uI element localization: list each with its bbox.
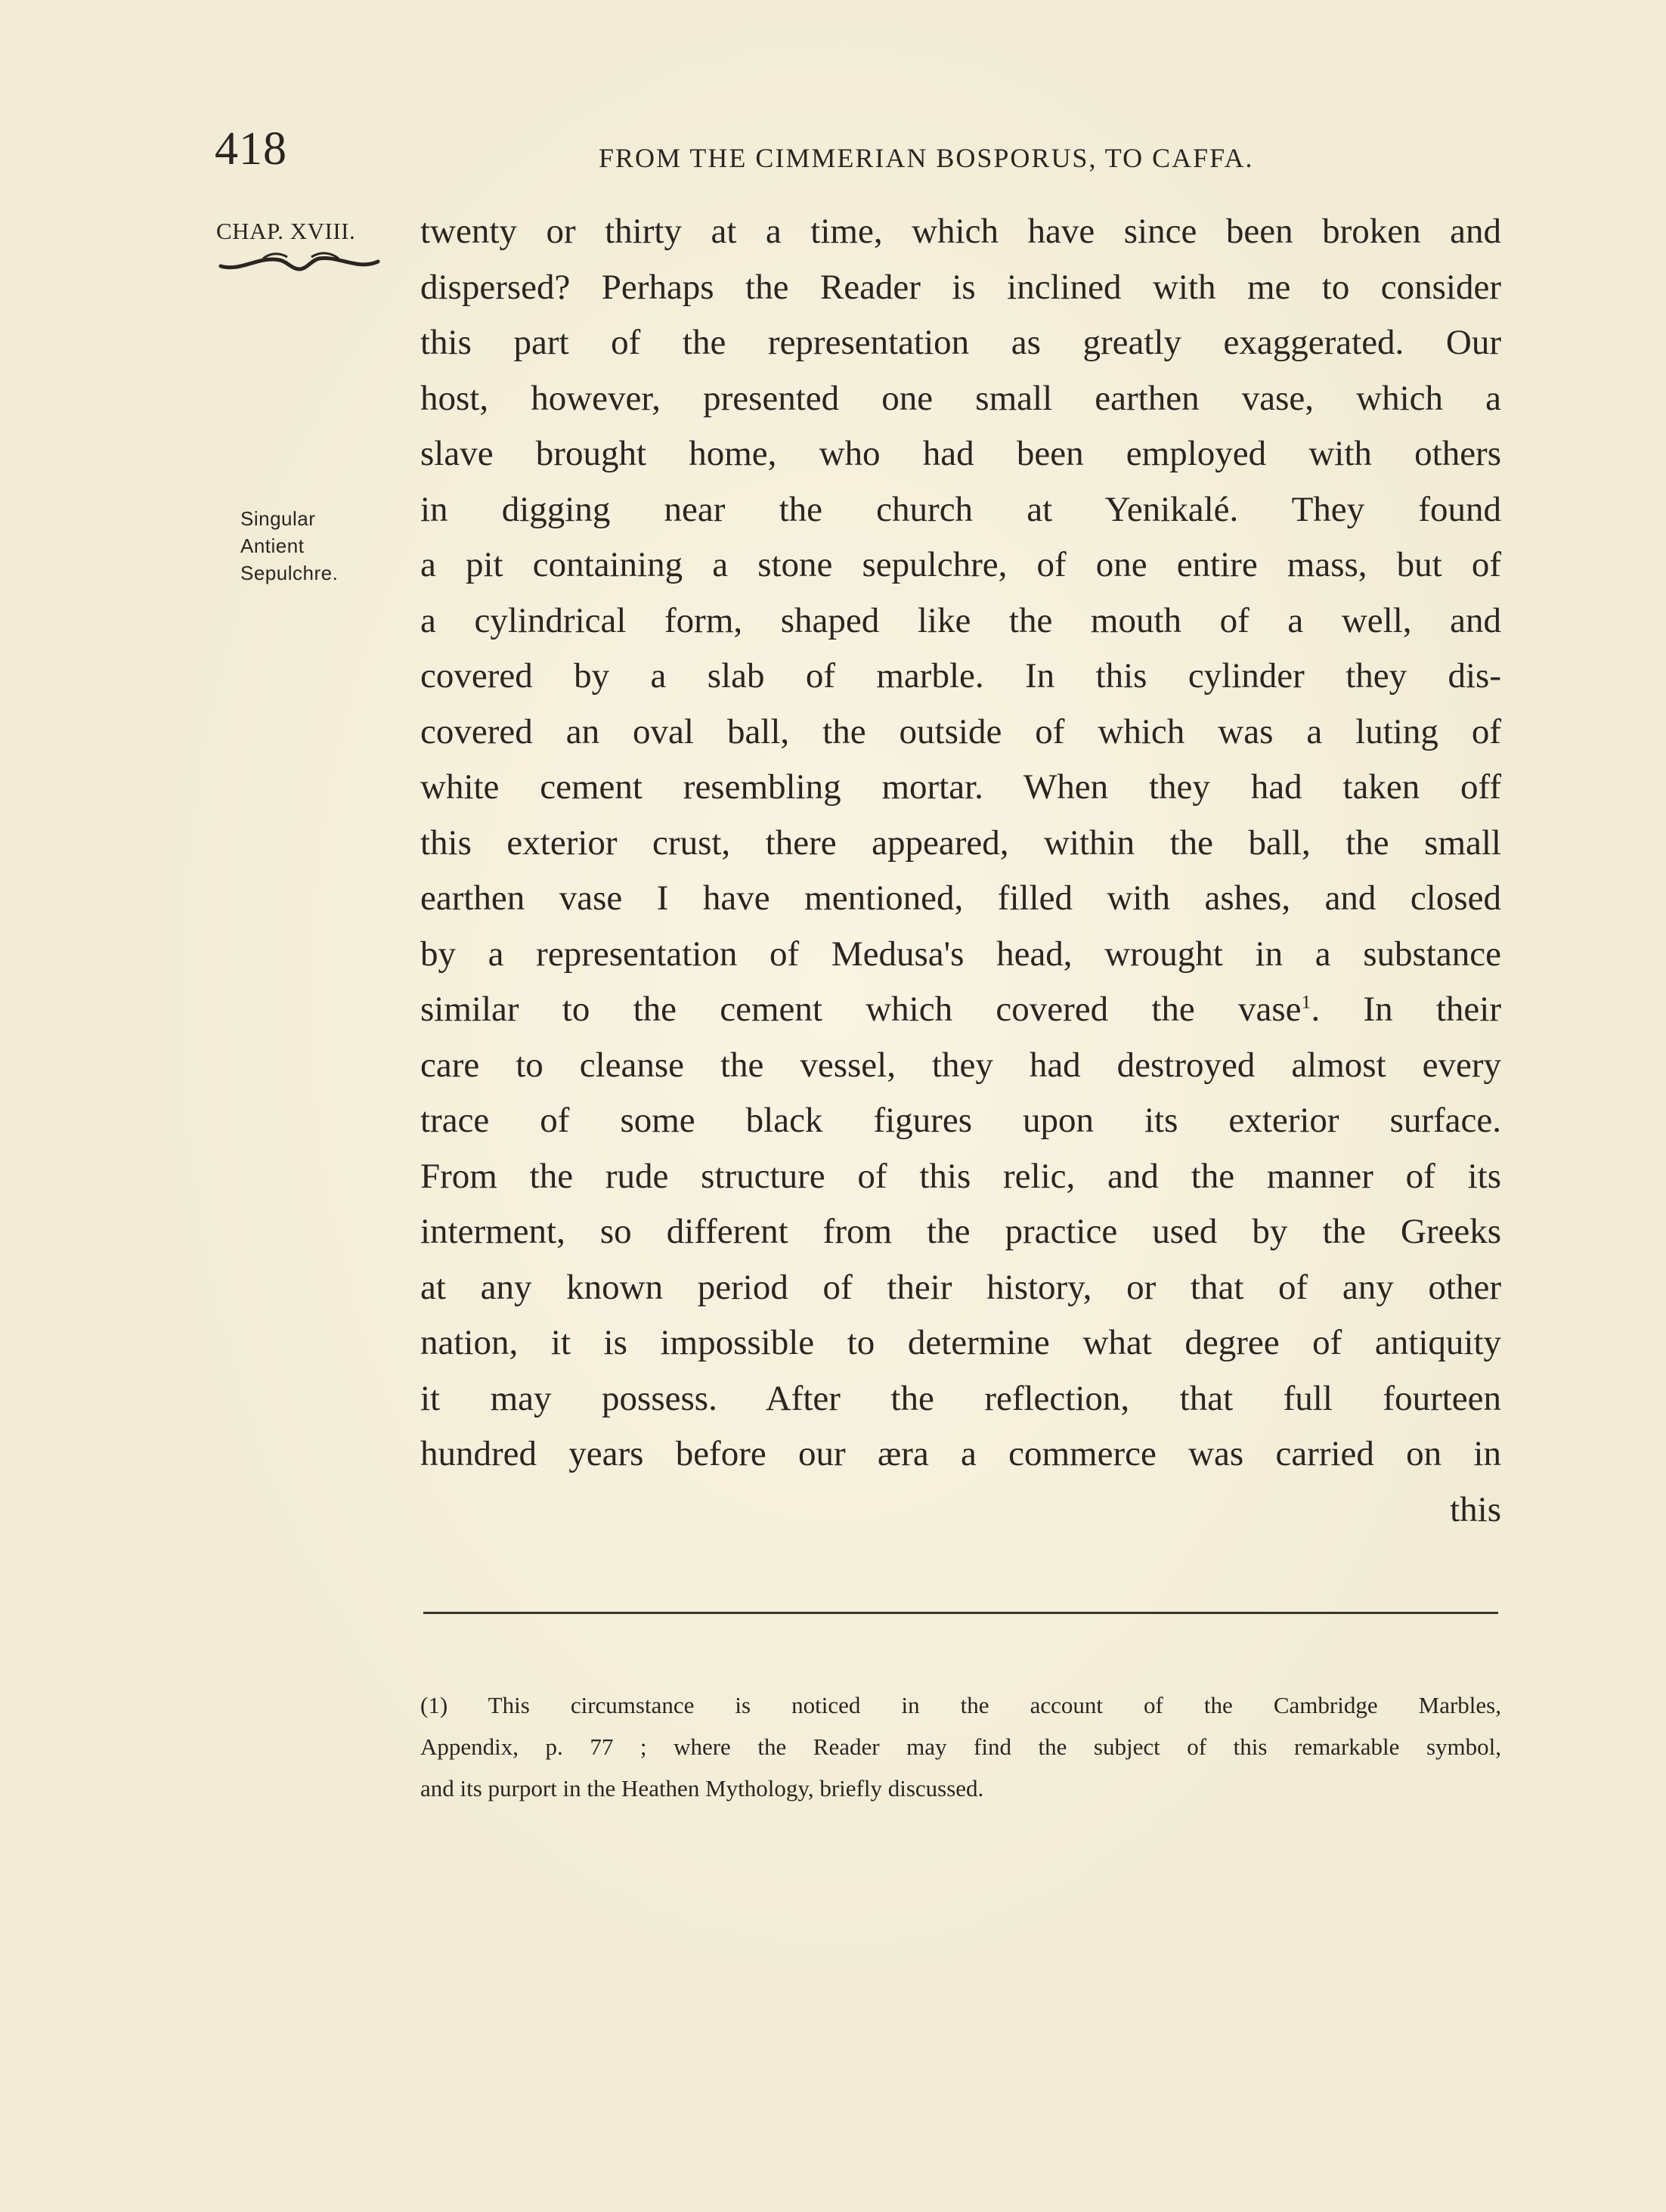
body-line: nation, it is impossible to determine what degree of antiquity — [420, 1323, 1501, 1362]
marginal-note-line: Singular — [240, 507, 316, 530]
footnote-reference[interactable]: 1 — [1301, 990, 1311, 1013]
body-line: interment, so different from the practice used by the Greeks — [420, 1212, 1501, 1251]
body-line: a pit containing a stone sepulchre, of one entire mass, but of — [420, 545, 1501, 584]
body-line: slave brought home, who had been employed with others — [420, 434, 1501, 473]
footnote-rule — [423, 1612, 1498, 1614]
body-line: a cylindrical form, shaped like the mouth of a well, and — [420, 600, 1501, 640]
body-line: covered an oval ball, the outside of which was a luting of — [420, 711, 1501, 751]
body-line: care to cleanse the vessel, they had destroyed almost every — [420, 1045, 1501, 1085]
body-line: this exterior crust, there appeared, within the ball, the small — [420, 823, 1501, 863]
body-line: white cement resembling mortar. When they had taken off — [420, 767, 1501, 807]
body-line: dispersed? Perhaps the Reader is inclined with me to consider — [420, 267, 1501, 307]
body-line: covered by a slab of marble. In this cylinder they dis- — [420, 656, 1501, 696]
body-line: host, however, presented one small earthen vase, which a — [420, 378, 1501, 418]
body-line: by a representation of Medusa's head, wrought in a substance — [420, 934, 1501, 974]
footnote — [420, 1684, 1501, 1809]
body-line: this part of the representation as greatly exaggerated. Our — [420, 323, 1501, 362]
ornament-flourish-icon — [218, 249, 381, 275]
body-line: From the rude structure of this relic, and the manner of its — [420, 1156, 1501, 1196]
body-line: trace of some black figures upon its exterior surface. — [420, 1101, 1501, 1140]
body-line-text: similar to the cement which covered the vase — [420, 990, 1302, 1029]
marginal-note — [240, 505, 338, 587]
footnote-line: (1) This circumstance is noticed in the account of the Cambridge Marbles, — [420, 1692, 1501, 1718]
body-line: in digging near the church at Yenikalé. They found — [420, 489, 1501, 529]
page-number: 418 — [215, 123, 287, 175]
chapter-label: CHAP. XVIII. — [216, 218, 356, 244]
marginal-note-line: Sepulchre. — [240, 562, 339, 584]
footnote-line: and its purport in the Heathen Mythology, briefly discussed. — [420, 1775, 984, 1802]
body-line: twenty or thirty at a time, which have since been broken and — [420, 212, 1501, 251]
body-line-text: . In their — [1311, 990, 1501, 1029]
running-head: FROM THE CIMMERIAN BOSPORUS, TO CAFFA. — [599, 143, 1254, 173]
body-line — [420, 982, 1501, 1038]
catchword: this — [1450, 1489, 1501, 1529]
body-line: hundred years before our æra a commerce was carried on in — [420, 1434, 1501, 1473]
body-line: at any known period of their history, or that of any other — [420, 1267, 1501, 1307]
body-text — [420, 204, 1501, 1538]
body-line: it may possess. After the reflection, that full fourteen — [420, 1378, 1501, 1418]
body-line: earthen vase I have mentioned, filled with ashes, and closed — [420, 878, 1501, 918]
footnote-line: Appendix, p. 77 ; where the Reader may find the subject of this remarkable symbol, — [420, 1733, 1501, 1760]
marginal-note-line: Antient — [240, 534, 305, 557]
